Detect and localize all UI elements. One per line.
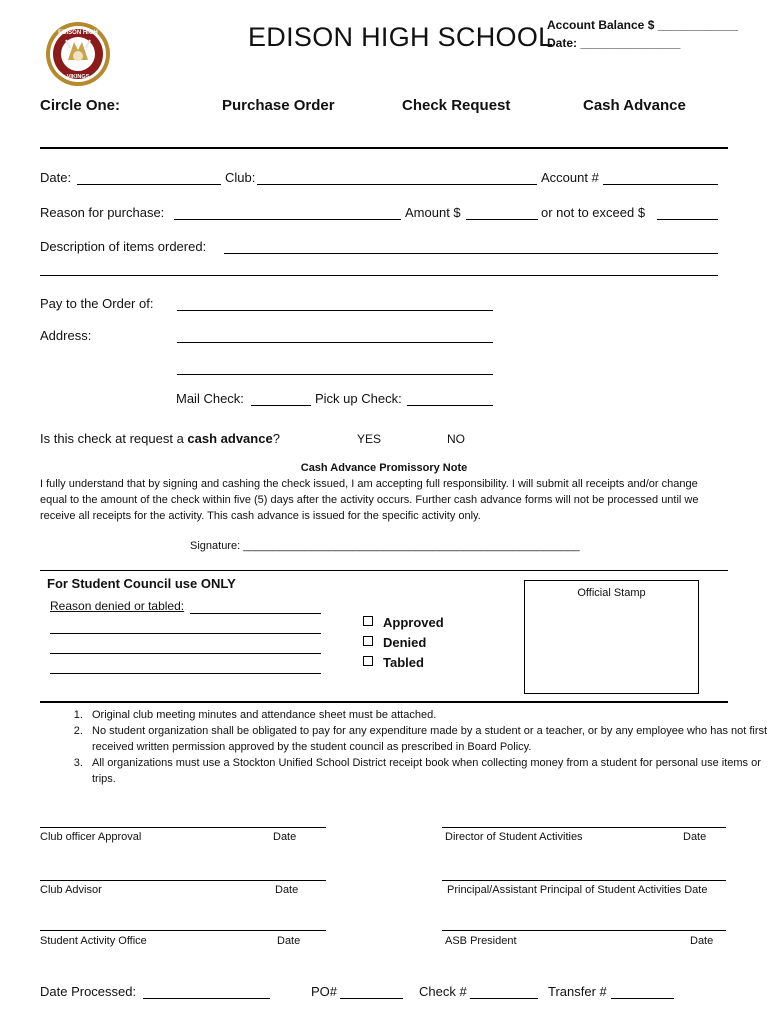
divider xyxy=(40,570,728,571)
svg-text:EDISON HIGH: EDISON HIGH xyxy=(58,30,98,36)
reason-label: Reason for purchase: xyxy=(40,205,165,220)
yes-option[interactable]: YES xyxy=(357,432,382,446)
student-activity-office-label: Student Activity Office xyxy=(40,935,147,947)
pay-to-label: Pay to the Order of: xyxy=(40,296,154,311)
date-processed-input[interactable] xyxy=(143,998,270,999)
date-processed-label: Date Processed: xyxy=(40,984,137,999)
svg-text:VIKINGS: VIKINGS xyxy=(66,74,90,80)
mail-check-input[interactable] xyxy=(251,405,311,406)
circle-one-label: Circle One: xyxy=(40,97,121,114)
director-student-activities-label: Director of Student Activities xyxy=(445,831,583,843)
option-cash-advance[interactable]: Cash Advance xyxy=(583,97,686,114)
tabled-checkbox[interactable] xyxy=(363,655,424,670)
address-label: Address: xyxy=(40,328,92,343)
approved-checkbox[interactable] xyxy=(363,615,444,630)
no-option[interactable]: NO xyxy=(447,432,465,446)
option-check-request[interactable]: Check Request xyxy=(402,97,511,114)
reason-denied-label: Reason denied or tabled: xyxy=(50,599,185,613)
header-date-field[interactable]: Date: _______________ xyxy=(547,36,681,50)
divider xyxy=(40,147,728,149)
club-input[interactable] xyxy=(257,184,537,185)
question-bold: cash advance xyxy=(187,431,273,446)
check-number-label: Check # xyxy=(419,984,467,999)
option-purchase-order[interactable]: Purchase Order xyxy=(222,97,335,114)
rule-item: 1. Original club meeting minutes and attendance sheet must be attached. xyxy=(86,707,768,723)
po-label: PO# xyxy=(311,984,338,999)
club-advisor-label: Club Advisor xyxy=(40,884,102,896)
description-input[interactable] xyxy=(224,253,718,254)
principal-label: Principal/Assistant Principal of Student Activities Date xyxy=(447,884,708,896)
approval-date-label: Date xyxy=(273,831,297,843)
mail-check-label: Mail Check: xyxy=(176,391,244,406)
pickup-check-label: Pick up Check: xyxy=(315,391,402,406)
approval-date-label: Date xyxy=(683,831,707,843)
signature-line[interactable] xyxy=(442,880,726,881)
account-input[interactable] xyxy=(603,184,718,185)
cash-advance-question xyxy=(40,431,280,446)
reason-denied-input[interactable] xyxy=(190,613,321,614)
official-stamp-label: Official Stamp xyxy=(577,587,646,599)
transfer-label: Transfer # xyxy=(548,984,607,999)
checkbox-icon xyxy=(363,656,373,666)
address-input-line2[interactable] xyxy=(177,374,493,375)
signature-line[interactable] xyxy=(442,827,726,828)
account-label: Account # xyxy=(541,170,599,185)
description-label: Description of items ordered: xyxy=(40,239,207,254)
question-suffix: ? xyxy=(272,431,280,446)
amount-input[interactable] xyxy=(466,219,538,220)
signature-line[interactable] xyxy=(442,930,726,931)
signature-line[interactable] xyxy=(40,880,326,881)
promissory-body: I fully understand that by signing and cashing the check issued, I am accepting full responsibility. I will submit all receipts and/or change equal to the amount of the check within five (5) days after the activity occurs. Further cash advance forms will not be processed until we receive all receipts for the activity. This cash advance is issued for the specific activity only. xyxy=(40,478,699,522)
signature-line[interactable] xyxy=(40,827,326,828)
student-council-title: For Student Council use ONLY xyxy=(47,576,236,591)
not-exceed-input[interactable] xyxy=(657,219,718,220)
pickup-check-input[interactable] xyxy=(407,405,493,406)
reason-line-2[interactable] xyxy=(50,633,321,634)
pay-to-input[interactable] xyxy=(177,310,493,311)
check-number-input[interactable] xyxy=(470,998,538,999)
promissory-title: Cash Advance Promissory Note xyxy=(300,462,468,474)
approval-date-label: Date xyxy=(690,935,714,947)
address-input[interactable] xyxy=(177,342,493,343)
transfer-input[interactable] xyxy=(611,998,674,999)
denied-label: Denied xyxy=(383,635,427,650)
date-label: Date: xyxy=(40,170,72,185)
rule-item: 3. All organizations must use a Stockton Unified School District receipt book when collecting money from a student for personal use items or trips. xyxy=(86,755,768,787)
denied-checkbox[interactable] xyxy=(363,635,426,650)
official-stamp-box[interactable] xyxy=(524,580,699,694)
tabled-label: Tabled xyxy=(383,655,424,670)
reason-input[interactable] xyxy=(174,219,401,220)
po-input[interactable] xyxy=(340,998,403,999)
amount-label: Amount $ xyxy=(405,205,461,220)
club-officer-approval-label: Club officer Approval xyxy=(40,831,142,843)
school-logo xyxy=(44,20,112,88)
account-balance-field[interactable]: Account Balance $ ____________ xyxy=(547,18,738,32)
signature-line[interactable] xyxy=(40,930,326,931)
signature-field[interactable]: Signature: _______________________________________________________ xyxy=(190,540,580,552)
reason-line-4[interactable] xyxy=(50,673,321,674)
divider xyxy=(40,701,728,703)
approval-date-label: Date xyxy=(275,884,299,896)
rule-item: 2. No student organization shall be obligated to pay for any expenditure made by a student or a teacher, or by any employee who has not first received written permission approved by the student council as prescribed in Board Policy. xyxy=(86,723,768,755)
description-input-line2[interactable] xyxy=(40,275,718,276)
checkbox-icon xyxy=(363,636,373,646)
school-name: EDISON HIGH SCHOOL xyxy=(248,22,554,52)
reason-line-3[interactable] xyxy=(50,653,321,654)
date-input[interactable] xyxy=(77,184,221,185)
asb-president-label: ASB President xyxy=(445,935,517,947)
rules-list xyxy=(40,707,768,787)
checkbox-icon xyxy=(363,616,373,626)
approval-date-label: Date xyxy=(277,935,301,947)
club-label: Club: xyxy=(225,170,256,185)
approved-label: Approved xyxy=(383,615,444,630)
question-prefix: Is this check at request a xyxy=(40,431,188,446)
not-exceed-label: or not to exceed $ xyxy=(541,205,646,220)
